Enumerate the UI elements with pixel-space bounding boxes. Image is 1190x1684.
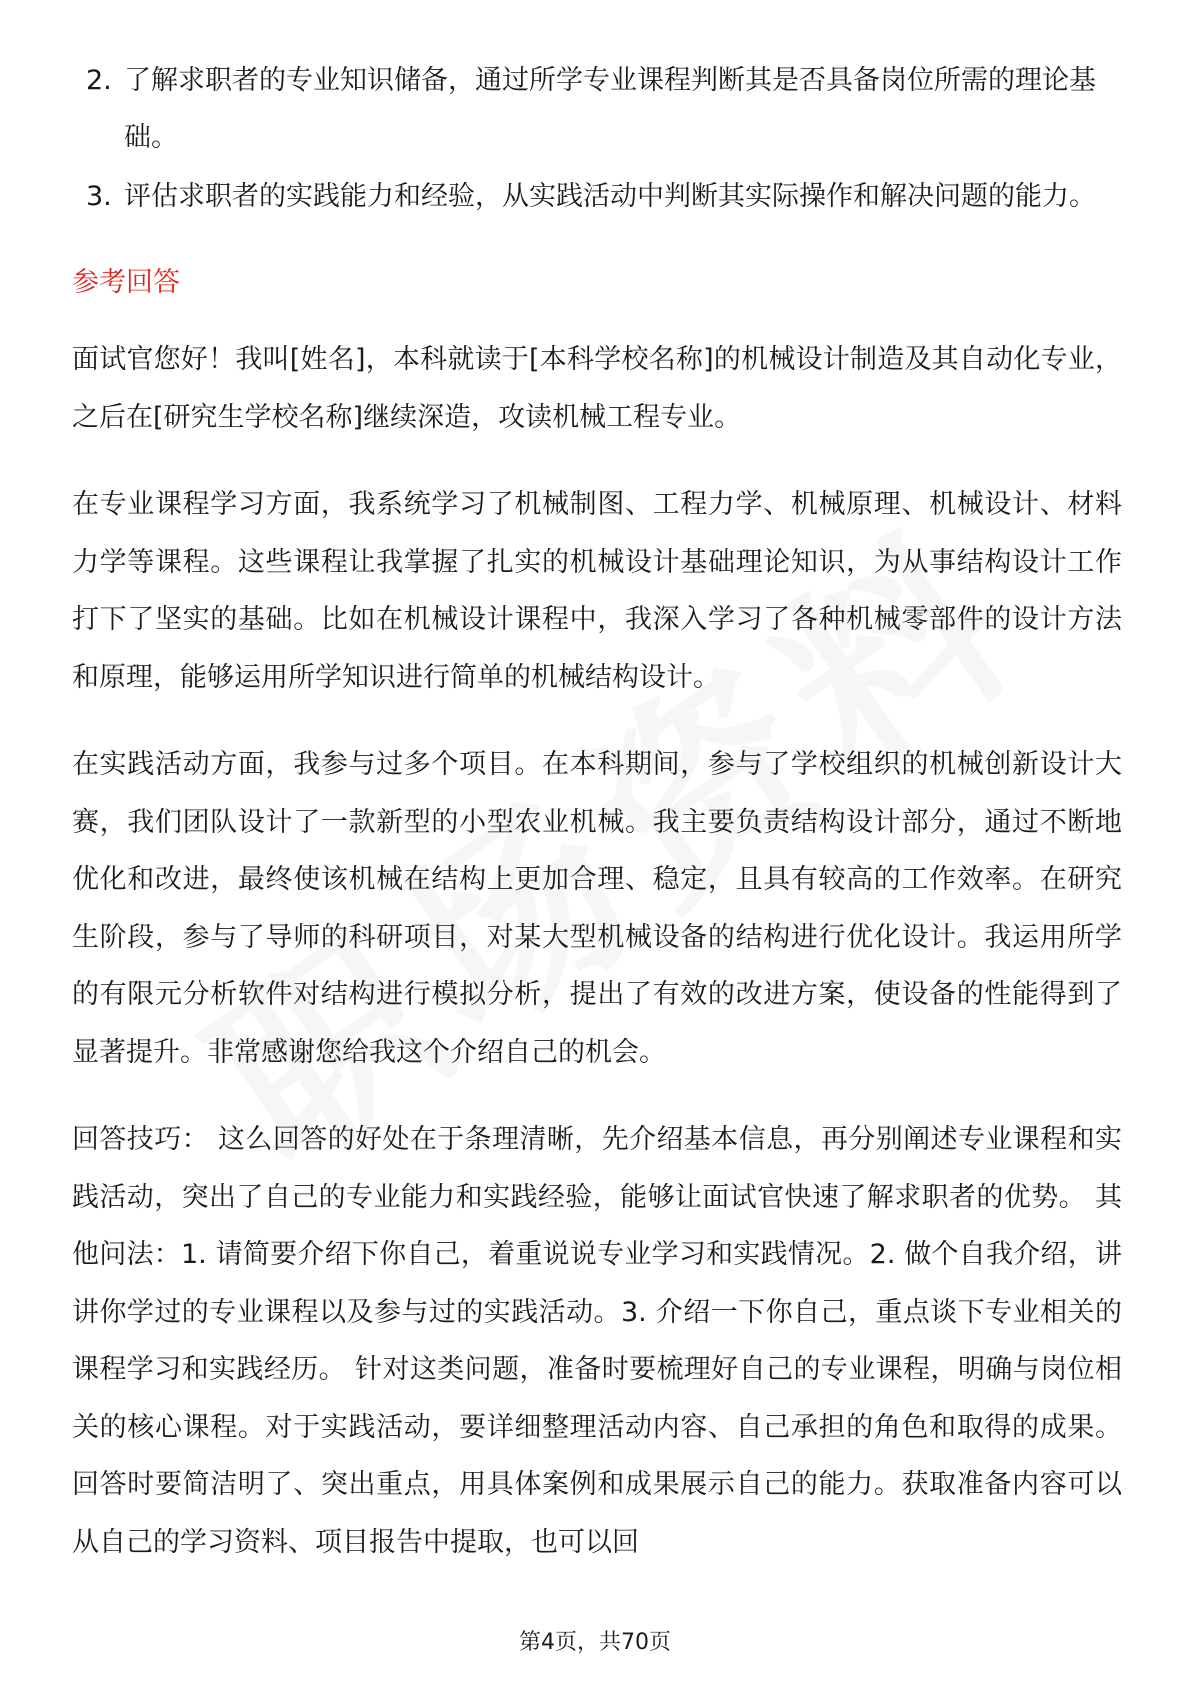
question-purpose-list [72, 52, 1122, 225]
answer-tips-paragraph: 回答技巧： 这么回答的好处在于条理清晰，先介绍基本信息，再分别阐述专业课程和实践活动，突出了自己的专业能力和实践经验，能够让面试官快速了解求职者的优势。 其他问法：1. 请简要介绍下你自己，着重说说专业学习和实践情况。2. 做个自我介绍，讲讲你学过的专业课程以及参与过的实践活动。3. 介绍一下你自己，重点谈下专业相关的课程学习和实践经历。 针对这类问题，准备时要梳理好自己的专业课程，明确与岗位相关的核心课程。对于实践活动，要详细整理活动内容、自己承担的角色和取得的成果。回答时要简洁明了、突出重点，用具体案例和成果展示自己的能力。获取准备内容可以从自己的学习资料、项目报告中提取，也可以回 [72, 1124, 1122, 1558]
list-item-number: 3. [86, 181, 112, 212]
section-title-reference-answer: 参考回答 [72, 267, 180, 298]
answer-paragraph-courses: 在专业课程学习方面，我系统学习了机械制图、工程力学、机械原理、机械设计、材料力学等课程。这些课程让我掌握了扎实的机械设计基础理论知识，为从事结构设计工作打下了坚实的基础。比如在机械设计课程中，我深入学习了各种机械零部件的设计方法和原理，能够运用所学知识进行简单的机械结构设计。 [72, 489, 1122, 693]
page-footer: 第4页，共70页 [519, 1630, 671, 1655]
answer-paragraph-intro: 面试官您好！我叫[姓名]，本科就读于[本科学校名称]的机械设计制造及其自动化专业，之后在[研究生学校名称]继续深造，攻读机械工程专业。 [72, 344, 1122, 433]
list-item [72, 52, 1122, 166]
answer-paragraph-practice: 在实践活动方面，我参与过多个项目。在本科期间，参与了学校组织的机械创新设计大赛，我们团队设计了一款新型的小型农业机械。我主要负责结构设计部分，通过不断地优化和改进，最终使该机械在结构上更加合理、稳定，且具有较高的工作效率。在研究生阶段，参与了导师的科研项目，对某大型机械设备的结构进行优化设计。我运用所学的有限元分析软件对结构进行模拟分析，提出了有效的改进方案，使设备的性能得到了显著提升。非常感谢您给我这个介绍自己的机会。 [72, 749, 1122, 1068]
list-item [72, 168, 1122, 225]
list-item-number: 2. [86, 65, 112, 96]
page-content [72, 52, 1122, 1571]
list-item-text: 了解求职者的专业知识储备，通过所学专业课程判断其是否具备岗位所需的理论基础。 [124, 65, 1096, 153]
list-item-text: 评估求职者的实践能力和经验，从实践活动中判断其实际操作和解决问题的能力。 [124, 181, 1096, 212]
